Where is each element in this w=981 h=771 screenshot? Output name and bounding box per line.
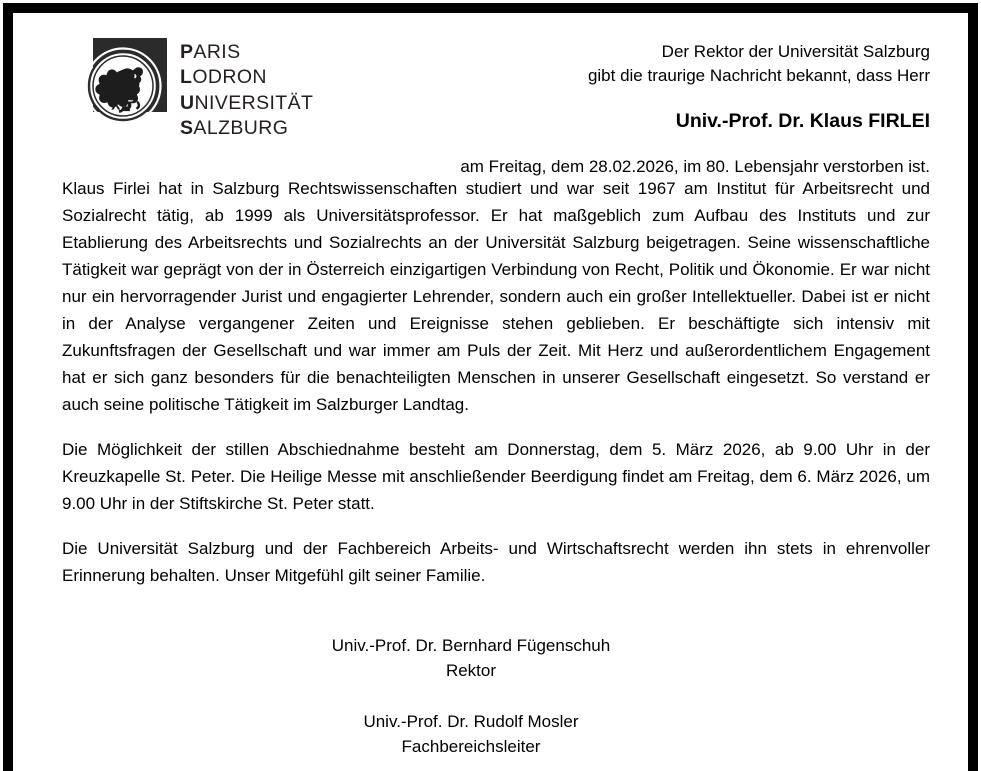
university-logo <box>79 38 313 141</box>
logo-rest-paris: ARIS <box>193 41 241 63</box>
logo-rest-universitaet: NIVERSITÄT <box>194 91 314 114</box>
signature-rektor <box>62 633 880 683</box>
logo-initial-s: S <box>180 117 194 140</box>
signature-fachbereichsleiter-role: Fachbereichsleiter <box>401 737 541 756</box>
university-logo-wordmark <box>180 38 313 141</box>
logo-initial-l: L <box>180 66 193 89</box>
signature-fachbereichsleiter <box>62 709 880 759</box>
deceased-name: Univ.-Prof. Dr. Klaus FIRLEI <box>675 110 930 132</box>
announcement-header <box>370 40 930 179</box>
logo-line-salzburg <box>180 116 313 141</box>
logo-initial-u: U <box>180 91 195 114</box>
notice-header <box>62 26 932 176</box>
logo-initial-p: P <box>180 41 194 63</box>
signature-fachbereichsleiter-name: Univ.-Prof. Dr. Rudolf Mosler <box>363 712 579 731</box>
signature-rektor-name: Univ.-Prof. Dr. Bernhard Fügenschuh <box>331 636 611 655</box>
announcement-line-1: Der Rektor der Universität Salzburg <box>661 42 930 61</box>
logo-line-paris <box>180 40 313 65</box>
logo-line-universitaet <box>180 91 313 116</box>
obituary-paragraph-remembrance: Die Universität Salzburg und der Fachbereich Arbeits- und Wirtschaftsrecht werden ihn stets in ehrenvoller Erinnerung behalten. Unser Mitgefühl gilt seiner Familie. <box>62 539 930 585</box>
obituary-body <box>62 175 932 589</box>
signature-rektor-role: Rektor <box>445 661 497 680</box>
logo-rest-lodron: ODRON <box>192 66 267 89</box>
death-date-line: am Freitag, dem 28.02.2026, im 80. Lebensjahr verstorben ist. <box>460 157 930 176</box>
lion-crest-icon <box>79 38 167 126</box>
notice-content <box>13 13 968 771</box>
announcement-line-2: gibt die traurige Nachricht bekannt, dass Herr <box>587 66 930 85</box>
logo-line-lodron <box>180 65 313 90</box>
logo-rest-salzburg: ALZBURG <box>193 117 289 140</box>
obituary-paragraph-funeral-details: Die Möglichkeit der stillen Abschiednahme besteht am Donnerstag, dem 5. März 2026, ab 9.00 Uhr in der Kreuzkapelle St. Peter. Die Heilige Messe mit anschließender Beerdigung findet am Freitag, dem 6. März 2026, um 9.00 Uhr in der Stiftskirche St. Peter statt. <box>62 440 930 513</box>
obituary-paragraph-biography: Klaus Firlei hat in Salzburg Rechtswissenschaften studiert und war seit 1967 am Institut für Arbeitsrecht und Sozialrecht tätig, ab 1999 als Universitätsprofessor. Er hat maßgeblich zum Aufbau des Instituts und zur Etablierung des Arbeitsrechts und Sozialrechts an der Universität Salzburg beigetragen. Seine wissenschaftliche Tätigkeit war geprägt von der in Österreich einzigartigen Verbindung von Recht, Politik und Ökonomie. Er war nicht nur ein hervorragender Jurist und engagierter Lehrender, sondern auch ein großer Intellektueller. Dabei ist er nicht in der Analyse vergangener Zeiten und Ereignisse stehen geblieben. Er beschäftigte sich intensiv mit Zukunftsfragen der Gesellschaft und war immer am Puls der Zeit. Mit Herz und außerordentlichem Engagement hat er sich ganz besonders für die benachteiligten Menschen in unserer Gesellschaft eingesetzt. So verstand er auch seine politische Tätigkeit im Salzburger Landtag. <box>62 179 930 414</box>
signature-block <box>62 633 932 759</box>
